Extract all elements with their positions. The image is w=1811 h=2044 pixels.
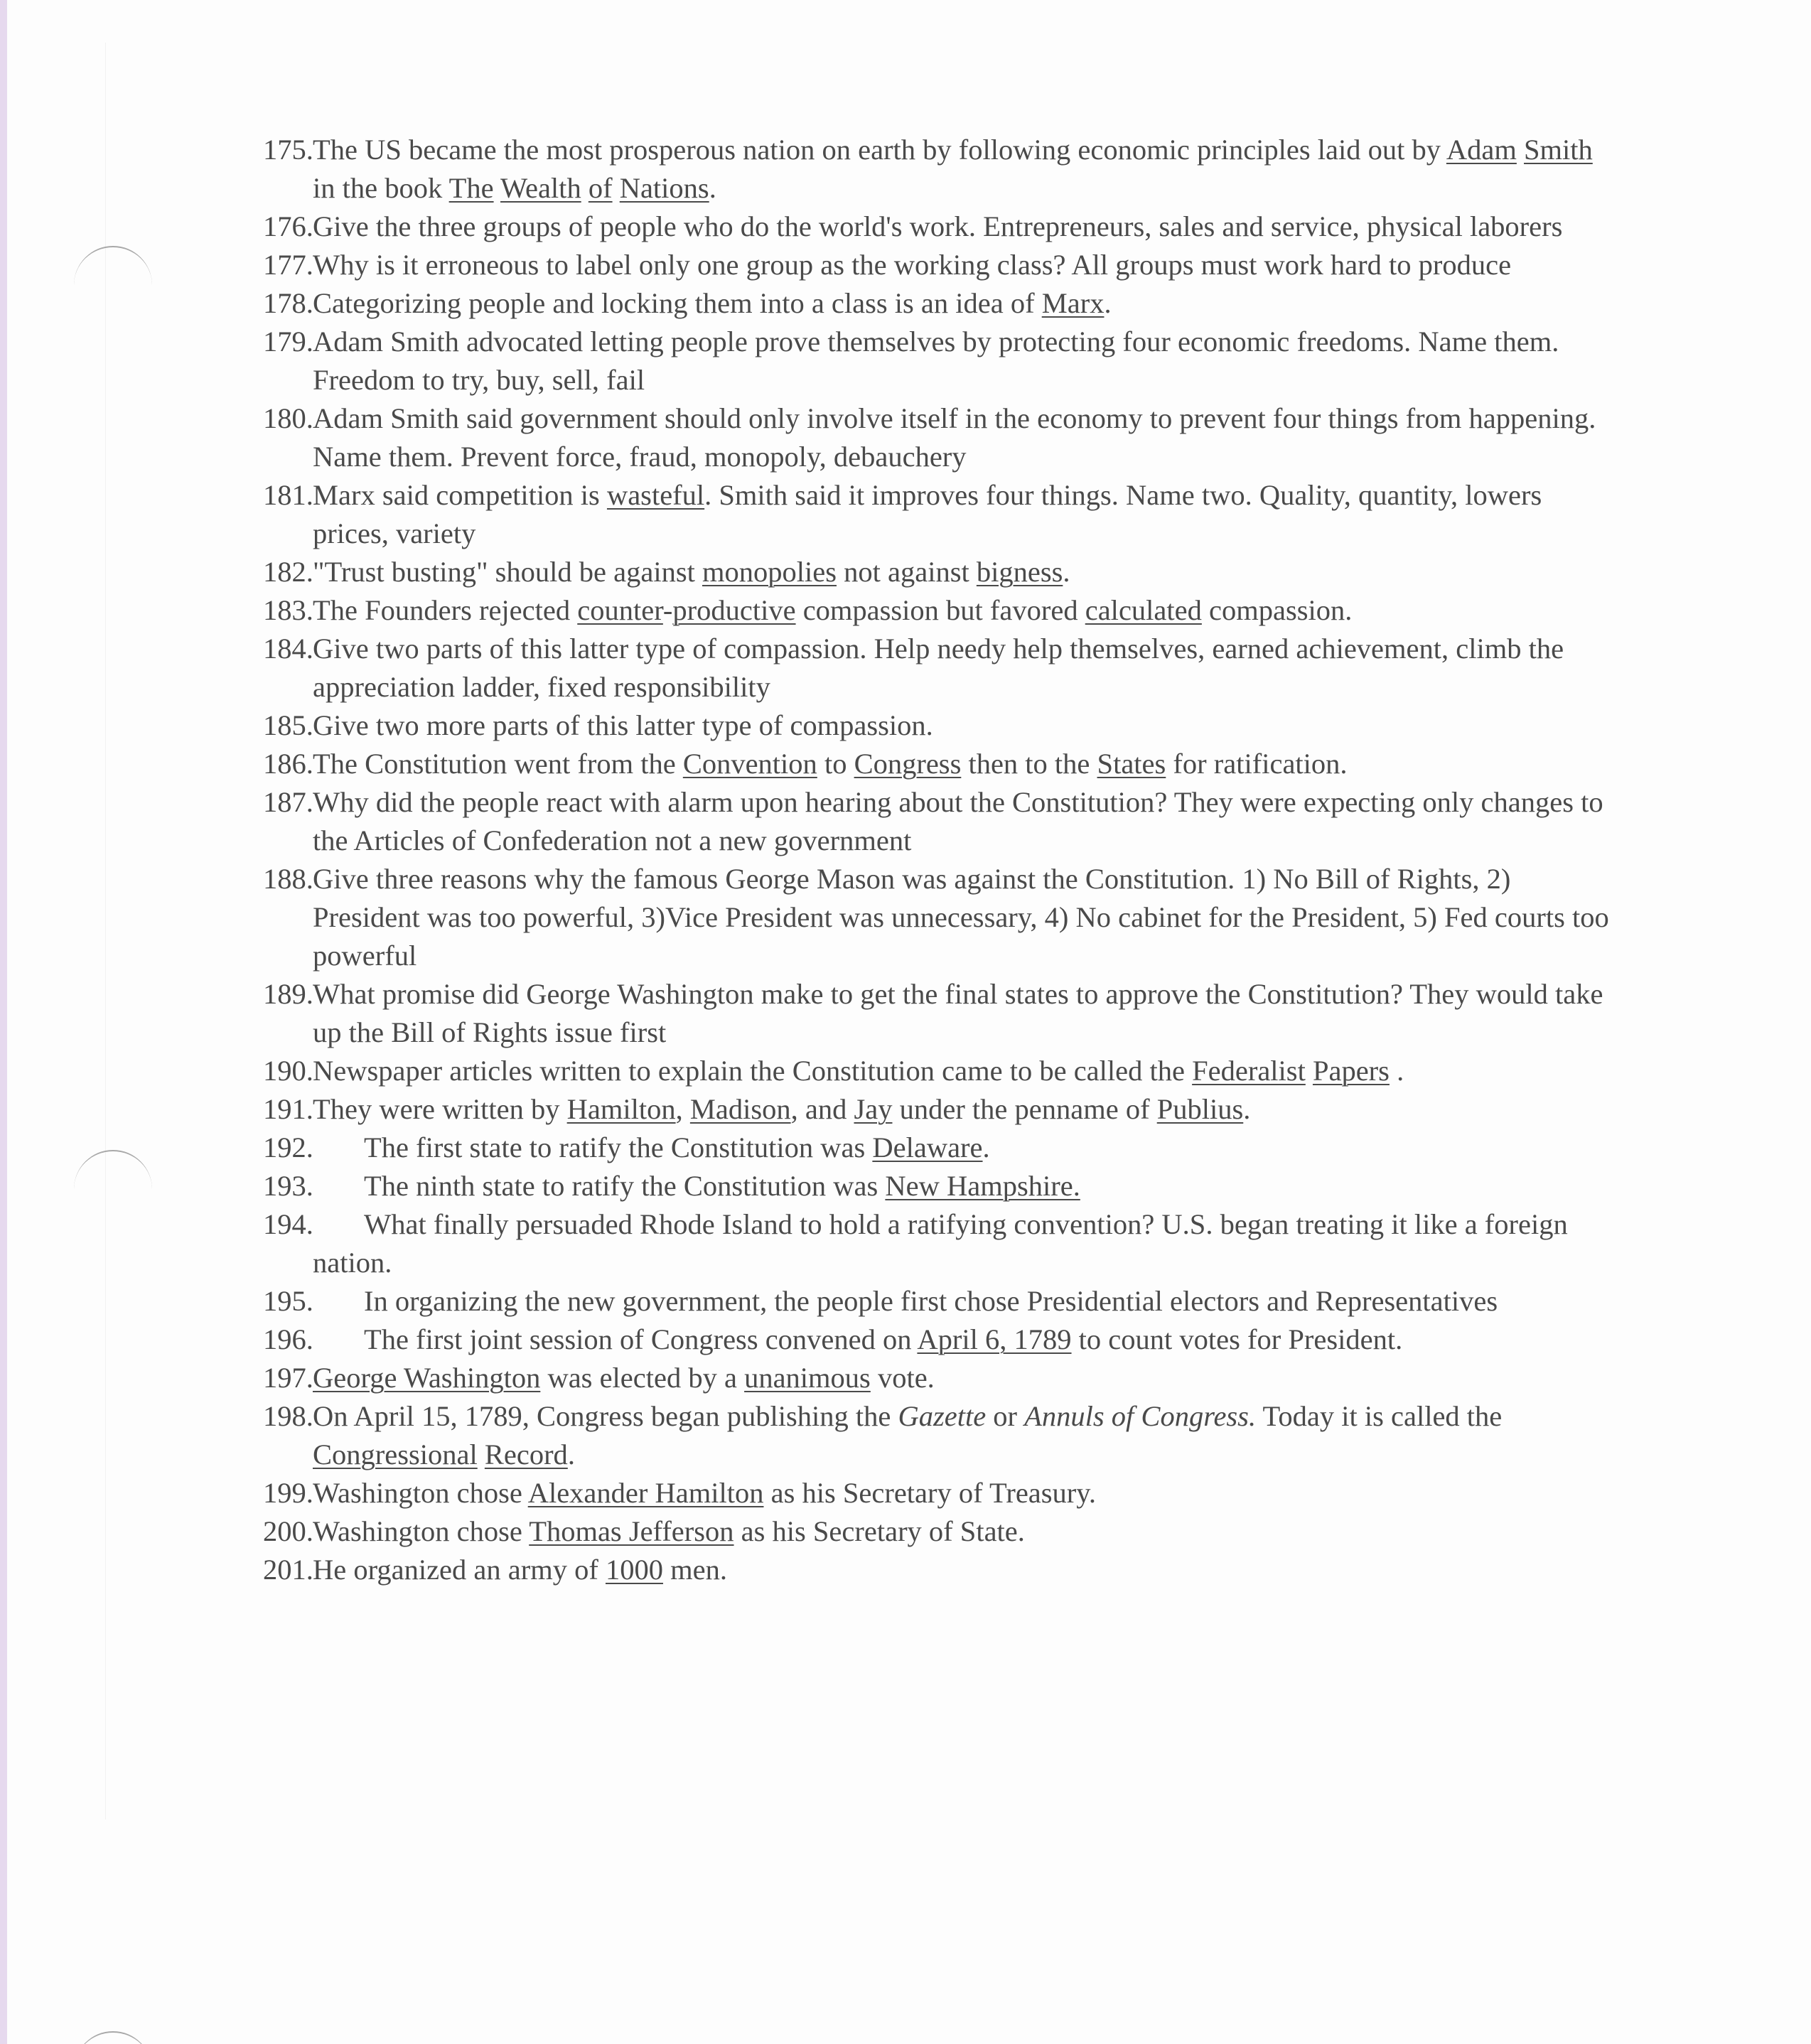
answer-blank: New Hampshire. xyxy=(885,1170,1080,1202)
item-number: 179. xyxy=(263,326,313,357)
punch-hole-mark xyxy=(74,2031,152,2044)
item-text: He organized an army of 1000 men. xyxy=(313,1554,727,1586)
item-number: 195. xyxy=(263,1285,313,1317)
answer-blank: Wealth xyxy=(500,172,581,204)
list-item xyxy=(242,399,1621,476)
item-number: 197. xyxy=(263,1362,313,1394)
item-number: 199. xyxy=(263,1477,313,1509)
item-text: Categorizing people and locking them into a class is an idea of Marx. xyxy=(313,287,1112,319)
answer-blank: productive xyxy=(672,594,796,626)
item-text: Marx said competition is wasteful. Smith said it improves four things. Name two. Quality, quantity, lowers prices, variety xyxy=(313,479,1542,549)
item-number: 193. xyxy=(263,1170,313,1202)
list-item xyxy=(242,1205,1621,1282)
answer-blank: Publius xyxy=(1156,1093,1244,1125)
item-number: 189. xyxy=(263,978,313,1010)
item-text: The Constitution went from the Convention to Congress then to the States for ratification. xyxy=(313,748,1348,780)
answer-blank: The xyxy=(448,172,494,204)
answer-blank: of xyxy=(588,172,613,204)
item-number: 178. xyxy=(263,287,313,319)
item-number: 180. xyxy=(263,402,313,434)
item-text: Give two more parts of this latter type of compassion. xyxy=(313,709,933,741)
list-item xyxy=(242,1052,1621,1090)
answer-blank: Adam xyxy=(1446,134,1517,166)
list-item xyxy=(242,553,1621,591)
answer-blank: monopolies xyxy=(702,556,837,588)
list-item xyxy=(242,1359,1621,1397)
item-number: 190. xyxy=(263,1055,313,1087)
item-number: 191. xyxy=(263,1093,313,1125)
item-text: The first joint session of Congress convened on April 6, 1789 to count votes for President. xyxy=(364,1323,1403,1355)
item-text: What finally persuaded Rhode Island to hold a ratifying convention? U.S. began treating it like a foreign nation. xyxy=(313,1208,1568,1279)
answer-blank: Thomas Jefferson xyxy=(529,1515,734,1547)
list-item xyxy=(242,246,1621,284)
item-text: Newspaper articles written to explain the Constitution came to be called the Federalist Papers . xyxy=(313,1055,1404,1087)
item-text: In organizing the new government, the people first chose Presidential electors and Representatives xyxy=(364,1285,1498,1317)
item-text: Give three reasons why the famous George Mason was against the Constitution. 1) No Bill of Rights, 2) President was too powerful, 3)Vice President was unnecessary, 4) No cabinet for the President, 5) Fed courts too powerful xyxy=(313,863,1609,972)
list-item xyxy=(242,706,1621,745)
item-number: 200. xyxy=(263,1515,313,1547)
item-text: "Trust busting" should be against monopolies not against bigness. xyxy=(313,556,1070,588)
item-text: On April 15, 1789, Congress began publishing the Gazette or Annuls of Congress. Today it is called the Congressional Record. xyxy=(313,1400,1503,1470)
answer-blank: States xyxy=(1097,748,1166,780)
list-item xyxy=(242,131,1621,208)
item-text: Give the three groups of people who do the world's work. Entrepreneurs, sales and service, physical laborers xyxy=(313,210,1563,242)
list-item xyxy=(242,975,1621,1052)
list-item xyxy=(242,476,1621,553)
item-number: 187. xyxy=(263,786,313,818)
item-number: 185. xyxy=(263,709,313,741)
item-text: The ninth state to ratify the Constitution was New Hampshire. xyxy=(364,1170,1080,1202)
list-item xyxy=(242,1282,1621,1320)
answer-blank: Jay xyxy=(854,1093,893,1125)
item-text: Why did the people react with alarm upon hearing about the Constitution? They were expecting only changes to the Articles of Confederation not a new government xyxy=(313,786,1603,856)
list-item xyxy=(242,1474,1621,1512)
answer-blank: Congress xyxy=(854,748,962,780)
list-item xyxy=(242,1090,1621,1129)
list-item xyxy=(242,1129,1621,1167)
item-number: 175. xyxy=(263,134,313,166)
answer-blank: Alexander Hamilton xyxy=(527,1477,764,1509)
answer-blank: Hamilton xyxy=(566,1093,676,1125)
list-item xyxy=(242,323,1621,399)
answer-blank: Papers xyxy=(1312,1055,1390,1087)
list-item xyxy=(242,284,1621,323)
item-text: Washington chose Alexander Hamilton as his Secretary of Treasury. xyxy=(313,1477,1097,1509)
answer-blank: calculated xyxy=(1085,594,1202,626)
item-text: The Founders rejected counter-productive compassion but favored calculated compassion. xyxy=(313,594,1353,626)
answer-blank: Delaware xyxy=(872,1131,983,1163)
list-item xyxy=(242,1512,1621,1551)
answer-blank: Madison xyxy=(689,1093,791,1125)
item-text: Washington chose Thomas Jefferson as his Secretary of State. xyxy=(313,1515,1025,1547)
list-item xyxy=(242,1397,1621,1474)
answer-blank: Convention xyxy=(682,748,817,780)
item-text: Why is it erroneous to label only one group as the working class? All groups must work hard to produce xyxy=(313,249,1512,281)
list-item xyxy=(242,783,1621,860)
punch-hole-mark xyxy=(74,246,152,304)
item-number: 184. xyxy=(263,633,313,665)
item-number: 196. xyxy=(263,1323,313,1355)
item-number: 194. xyxy=(263,1208,313,1240)
faint-fold-line xyxy=(105,43,106,1819)
item-number: 192. xyxy=(263,1131,313,1163)
item-number: 176. xyxy=(263,210,313,242)
item-text: They were written by Hamilton, Madison, and Jay under the penname of Publius. xyxy=(313,1093,1251,1125)
item-number: 177. xyxy=(263,249,313,281)
answer-blank: George Washington xyxy=(313,1362,541,1394)
list-item xyxy=(242,208,1621,246)
list-item xyxy=(242,591,1621,630)
list-item xyxy=(242,1320,1621,1359)
question-list xyxy=(242,131,1621,1589)
item-text: George Washington was elected by a unanimous vote. xyxy=(313,1362,935,1394)
gazette-title: Gazette xyxy=(898,1400,987,1432)
answer-blank: 1000 xyxy=(605,1554,663,1586)
item-text: What promise did George Washington make to get the final states to approve the Constitution? They would take up the Bill of Rights issue first xyxy=(313,978,1603,1048)
list-item xyxy=(242,630,1621,706)
answer-blank: wasteful xyxy=(606,479,705,511)
item-number: 188. xyxy=(263,863,313,895)
item-text: The first state to ratify the Constitution was Delaware. xyxy=(364,1131,990,1163)
item-number: 181. xyxy=(263,479,313,511)
item-text: Give two parts of this latter type of compassion. Help needy help themselves, earned achievement, climb the appreciation ladder, fixed responsibility xyxy=(313,633,1564,703)
answer-blank: unanimous xyxy=(744,1362,871,1394)
item-number: 201. xyxy=(263,1554,313,1586)
list-item xyxy=(242,1167,1621,1205)
answer-blank: Marx xyxy=(1041,287,1105,319)
punch-hole-mark xyxy=(74,1150,152,1208)
item-number: 182. xyxy=(263,556,313,588)
item-text: The US became the most prosperous nation on earth by following economic principles laid out by Adam Smith in the book The Wealth of Nations. xyxy=(313,134,1593,204)
list-item xyxy=(242,860,1621,975)
annuls-title: Annuls of Congress. xyxy=(1024,1400,1257,1432)
list-item xyxy=(242,745,1621,783)
answer-blank: Federalist xyxy=(1192,1055,1306,1087)
answer-blank: bigness xyxy=(976,556,1063,588)
answer-blank: April 6, 1789 xyxy=(917,1323,1072,1355)
answer-blank: Nations xyxy=(619,172,709,204)
list-item xyxy=(242,1551,1621,1589)
answer-blank: Congressional xyxy=(313,1438,478,1470)
answer-blank: counter xyxy=(577,594,663,626)
answer-blank: Smith xyxy=(1524,134,1593,166)
item-number: 183. xyxy=(263,594,313,626)
item-number: 198. xyxy=(263,1400,313,1432)
item-number: 186. xyxy=(263,748,313,780)
answer-blank: Record xyxy=(484,1438,568,1470)
item-text: Adam Smith advocated letting people prove themselves by protecting four economic freedoms. Name them. Freedom to try, buy, sell, fail xyxy=(313,326,1559,396)
page-edge xyxy=(0,0,7,2044)
item-text: Adam Smith said government should only involve itself in the economy to prevent four things from happening. Name them. Prevent force, fraud, monopoly, debauchery xyxy=(313,402,1596,473)
